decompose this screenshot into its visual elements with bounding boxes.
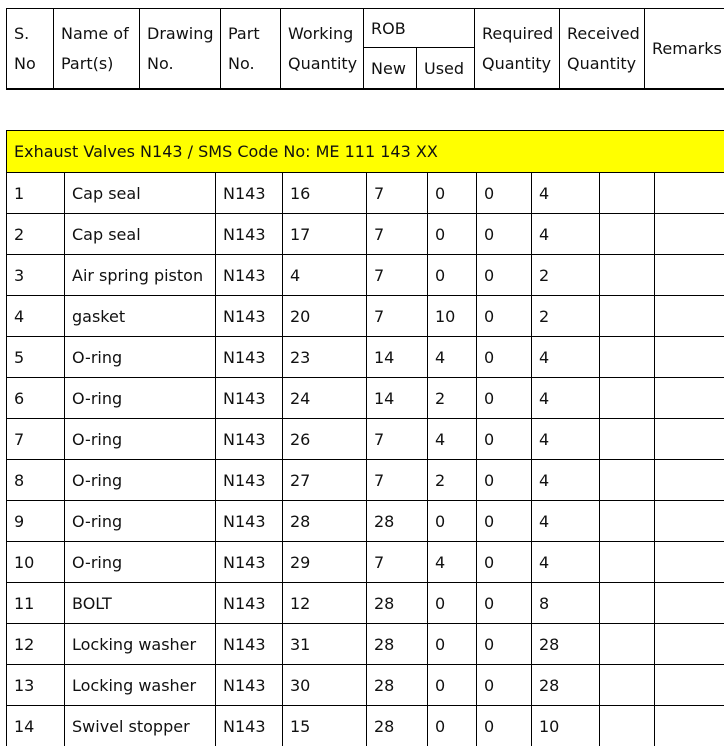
cell-sno: 2 [7, 214, 65, 255]
cell-part-no: 28 [283, 501, 367, 542]
cell-sno: 9 [7, 501, 65, 542]
table-row [7, 378, 724, 419]
cell-part-no: 12 [283, 583, 367, 624]
cell-rob-used: 0 [477, 501, 532, 542]
cell-working-quantity: 7 [367, 296, 428, 337]
cell-working-quantity: 7 [367, 173, 428, 214]
cell-received-quantity [600, 173, 655, 214]
cell-received-quantity [600, 624, 655, 665]
cell-part-no: 16 [283, 173, 367, 214]
cell-rob-used: 0 [477, 706, 532, 746]
cell-rob-used: 0 [477, 296, 532, 337]
header-sno: S. No [7, 9, 54, 90]
cell-sno: 6 [7, 378, 65, 419]
cell-part-name: O-ring [65, 419, 216, 460]
cell-working-quantity: 7 [367, 460, 428, 501]
cell-remarks [655, 419, 724, 460]
cell-drawing-no: N143 [216, 173, 283, 214]
section-header-row [7, 131, 724, 173]
cell-rob-new: 0 [428, 255, 477, 296]
cell-part-no: 26 [283, 419, 367, 460]
cell-rob-used: 0 [477, 542, 532, 583]
cell-remarks [655, 542, 724, 583]
cell-part-no: 15 [283, 706, 367, 746]
cell-remarks [655, 173, 724, 214]
cell-required-quantity: 4 [532, 501, 600, 542]
cell-working-quantity: 7 [367, 542, 428, 583]
cell-part-name: gasket [65, 296, 216, 337]
cell-received-quantity [600, 296, 655, 337]
cell-sno: 5 [7, 337, 65, 378]
cell-remarks [655, 624, 724, 665]
cell-drawing-no: N143 [216, 296, 283, 337]
cell-part-name: O-ring [65, 337, 216, 378]
cell-working-quantity: 7 [367, 214, 428, 255]
cell-drawing-no: N143 [216, 419, 283, 460]
header-part-no: Part No. [221, 9, 281, 90]
cell-remarks [655, 296, 724, 337]
cell-part-name: BOLT [65, 583, 216, 624]
cell-required-quantity: 8 [532, 583, 600, 624]
cell-part-no: 24 [283, 378, 367, 419]
table-row [7, 214, 724, 255]
cell-required-quantity: 2 [532, 255, 600, 296]
cell-required-quantity: 4 [532, 542, 600, 583]
header-name-of-parts: Name of Part(s) [54, 9, 140, 90]
table-row [7, 706, 724, 746]
cell-working-quantity: 28 [367, 501, 428, 542]
cell-part-name: O-ring [65, 501, 216, 542]
cell-remarks [655, 337, 724, 378]
cell-remarks [655, 214, 724, 255]
cell-received-quantity [600, 665, 655, 706]
cell-sno: 4 [7, 296, 65, 337]
table-row [7, 337, 724, 378]
cell-received-quantity [600, 501, 655, 542]
cell-part-name: Cap seal [65, 173, 216, 214]
cell-sno: 10 [7, 542, 65, 583]
cell-rob-new: 0 [428, 583, 477, 624]
cell-remarks [655, 501, 724, 542]
cell-received-quantity [600, 378, 655, 419]
table-row [7, 624, 724, 665]
cell-part-no: 17 [283, 214, 367, 255]
cell-drawing-no: N143 [216, 337, 283, 378]
cell-received-quantity [600, 583, 655, 624]
table-row [7, 173, 724, 214]
cell-rob-used: 0 [477, 337, 532, 378]
cell-part-no: 31 [283, 624, 367, 665]
cell-drawing-no: N143 [216, 460, 283, 501]
cell-working-quantity: 28 [367, 624, 428, 665]
cell-received-quantity [600, 337, 655, 378]
cell-part-name: Locking washer [65, 665, 216, 706]
cell-received-quantity [600, 460, 655, 501]
header-drawing-no: Drawing No. [140, 9, 221, 90]
cell-rob-new: 0 [428, 665, 477, 706]
header-table [6, 8, 724, 90]
cell-working-quantity: 14 [367, 337, 428, 378]
cell-working-quantity: 28 [367, 665, 428, 706]
cell-part-name: O-ring [65, 542, 216, 583]
cell-drawing-no: N143 [216, 624, 283, 665]
cell-sno: 8 [7, 460, 65, 501]
cell-rob-new: 0 [428, 501, 477, 542]
cell-rob-new: 0 [428, 214, 477, 255]
header-received-quantity: Received Quantity [560, 9, 645, 90]
cell-received-quantity [600, 255, 655, 296]
cell-sno: 11 [7, 583, 65, 624]
table-row [7, 296, 724, 337]
table-row [7, 419, 724, 460]
items-table [6, 130, 724, 746]
cell-required-quantity: 4 [532, 378, 600, 419]
cell-working-quantity: 14 [367, 378, 428, 419]
cell-part-name: O-ring [65, 460, 216, 501]
header-required-quantity: Required Quantity [475, 9, 560, 90]
cell-rob-new: 4 [428, 542, 477, 583]
cell-rob-used: 0 [477, 378, 532, 419]
cell-part-no: 23 [283, 337, 367, 378]
cell-required-quantity: 4 [532, 337, 600, 378]
cell-received-quantity [600, 542, 655, 583]
cell-rob-new: 2 [428, 378, 477, 419]
cell-rob-new: 2 [428, 460, 477, 501]
cell-remarks [655, 255, 724, 296]
cell-part-no: 27 [283, 460, 367, 501]
table-row [7, 542, 724, 583]
header-rob-used: Used [417, 48, 475, 90]
cell-drawing-no: N143 [216, 706, 283, 746]
cell-required-quantity: 4 [532, 419, 600, 460]
cell-working-quantity: 28 [367, 583, 428, 624]
table-row [7, 665, 724, 706]
cell-part-no: 4 [283, 255, 367, 296]
cell-remarks [655, 706, 724, 746]
cell-rob-used: 0 [477, 583, 532, 624]
cell-sno: 7 [7, 419, 65, 460]
cell-required-quantity: 28 [532, 665, 600, 706]
cell-rob-new: 4 [428, 337, 477, 378]
cell-drawing-no: N143 [216, 583, 283, 624]
cell-rob-used: 0 [477, 419, 532, 460]
cell-working-quantity: 7 [367, 419, 428, 460]
cell-drawing-no: N143 [216, 378, 283, 419]
cell-required-quantity: 28 [532, 624, 600, 665]
table-row [7, 460, 724, 501]
cell-part-name: Cap seal [65, 214, 216, 255]
section-title: Exhaust Valves N143 / SMS Code No: ME 111 143 XX [7, 131, 724, 173]
cell-rob-used: 0 [477, 665, 532, 706]
cell-remarks [655, 583, 724, 624]
cell-remarks [655, 460, 724, 501]
cell-rob-used: 0 [477, 214, 532, 255]
cell-sno: 3 [7, 255, 65, 296]
cell-part-name: O-ring [65, 378, 216, 419]
cell-remarks [655, 665, 724, 706]
cell-received-quantity [600, 214, 655, 255]
cell-working-quantity: 28 [367, 706, 428, 746]
cell-required-quantity: 4 [532, 173, 600, 214]
cell-sno: 12 [7, 624, 65, 665]
cell-drawing-no: N143 [216, 214, 283, 255]
cell-part-name: Air spring piston [65, 255, 216, 296]
header-rob: ROB [364, 9, 475, 48]
table-row [7, 501, 724, 542]
header-remarks: Remarks [645, 9, 724, 90]
cell-rob-new: 0 [428, 624, 477, 665]
cell-part-no: 29 [283, 542, 367, 583]
cell-sno: 13 [7, 665, 65, 706]
cell-part-name: Locking washer [65, 624, 216, 665]
cell-required-quantity: 10 [532, 706, 600, 746]
cell-rob-new: 0 [428, 706, 477, 746]
cell-rob-used: 0 [477, 255, 532, 296]
cell-required-quantity: 4 [532, 460, 600, 501]
cell-sno: 14 [7, 706, 65, 746]
cell-received-quantity [600, 419, 655, 460]
cell-part-no: 20 [283, 296, 367, 337]
cell-rob-new: 10 [428, 296, 477, 337]
table-row [7, 583, 724, 624]
cell-drawing-no: N143 [216, 501, 283, 542]
cell-rob-new: 0 [428, 173, 477, 214]
cell-sno: 1 [7, 173, 65, 214]
cell-required-quantity: 2 [532, 296, 600, 337]
cell-drawing-no: N143 [216, 542, 283, 583]
cell-drawing-no: N143 [216, 255, 283, 296]
cell-received-quantity [600, 706, 655, 746]
cell-drawing-no: N143 [216, 665, 283, 706]
table-row [7, 255, 724, 296]
header-working-quantity: Working Quantity [281, 9, 364, 90]
header-rob-new: New [364, 48, 417, 90]
cell-working-quantity: 7 [367, 255, 428, 296]
cell-part-name: Swivel stopper [65, 706, 216, 746]
cell-required-quantity: 4 [532, 214, 600, 255]
cell-rob-used: 0 [477, 173, 532, 214]
cell-rob-used: 0 [477, 624, 532, 665]
cell-rob-new: 4 [428, 419, 477, 460]
cell-remarks [655, 378, 724, 419]
cell-rob-used: 0 [477, 460, 532, 501]
cell-part-no: 30 [283, 665, 367, 706]
